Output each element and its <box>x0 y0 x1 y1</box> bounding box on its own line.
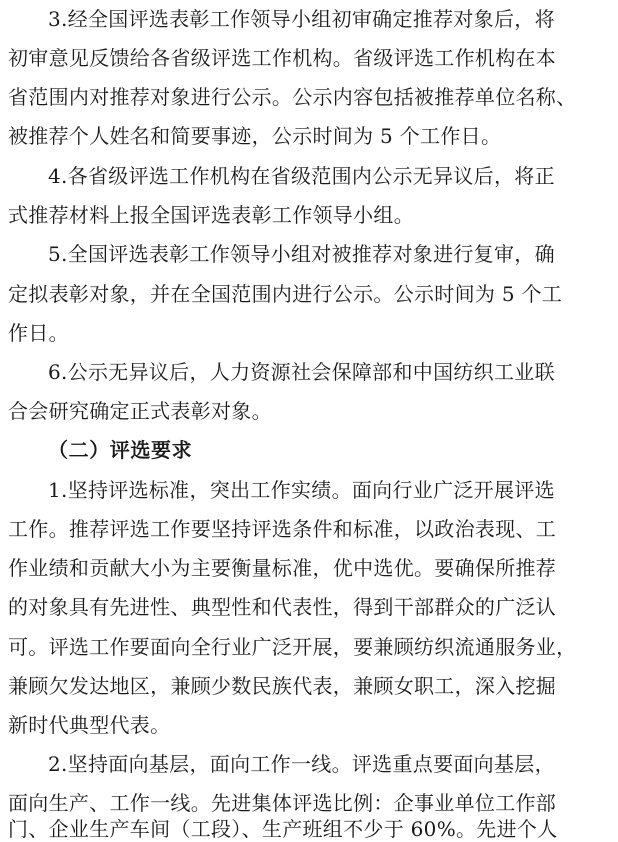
req-2-line-1: 2.坚持面向基层，面向工作一线。评选重点要面向基层， <box>48 752 555 776</box>
req-1-line-2: 工作。推荐评选工作要坚持评选条件和标准，以政治表现、工 <box>8 517 557 541</box>
item-3-line-1: 3.经全国评选表彰工作领导小组初审确定推荐对象后，将 <box>48 7 555 31</box>
item-6-line-1: 6.公示无异议后，人力资源社会保障部和中国纺织工业联 <box>48 360 555 384</box>
req-1-line-7: 新时代典型代表。 <box>8 713 171 737</box>
item-4-line-2: 式推荐材料上报全国评选表彰工作领导小组。 <box>8 203 414 227</box>
item-5-line-1: 5.全国评选表彰工作领导小组对被推荐对象进行复审，确 <box>48 242 555 266</box>
item-3-line-4: 被推荐个人姓名和简要事迹，公示时间为 5 个工作日。 <box>8 124 502 148</box>
item-3-line-3: 省范围内对推荐对象进行公示。公示内容包括被推荐单位名称、 <box>8 85 577 109</box>
req-1-line-4: 的对象具有先进性、典型性和代表性，得到干部群众的广泛认 <box>8 595 557 619</box>
req-1-line-1: 1.坚持评选标准，突出工作实绩。面向行业广泛开展评选 <box>48 478 555 502</box>
req-1-line-5: 可。评选工作要面向全行业广泛开展，要兼顾纺织流通服务业， <box>8 635 577 659</box>
req-1-line-3: 作业绩和贡献大小为主要衡量标准，优中选优。要确保所推荐 <box>8 556 557 580</box>
item-5-line-3: 作日。 <box>8 321 69 345</box>
item-3-line-2: 初审意见反馈给各省级评选工作机构。省级评选工作机构在本 <box>8 46 557 70</box>
section-heading: （二）评选要求 <box>48 438 193 462</box>
req-1-line-6: 兼顾欠发达地区，兼顾少数民族代表，兼顾女职工，深入挖掘 <box>8 674 557 698</box>
item-5-line-2: 定拟表彰对象，并在全国范围内进行公示。公示时间为 5 个工 <box>8 282 563 306</box>
req-2-line-2: 面向生产、工作一线。先进集体评选比例：企事业单位工作部 <box>8 791 557 815</box>
item-4-line-1: 4.各省级评选工作机构在省级范围内公示无异议后，将正 <box>48 164 555 188</box>
req-2-line-3: 门、企业生产车间（工段）、生产班组不少于 60%。先进个人 <box>8 817 558 841</box>
item-6-line-2: 合会研究确定正式表彰对象。 <box>8 399 272 423</box>
